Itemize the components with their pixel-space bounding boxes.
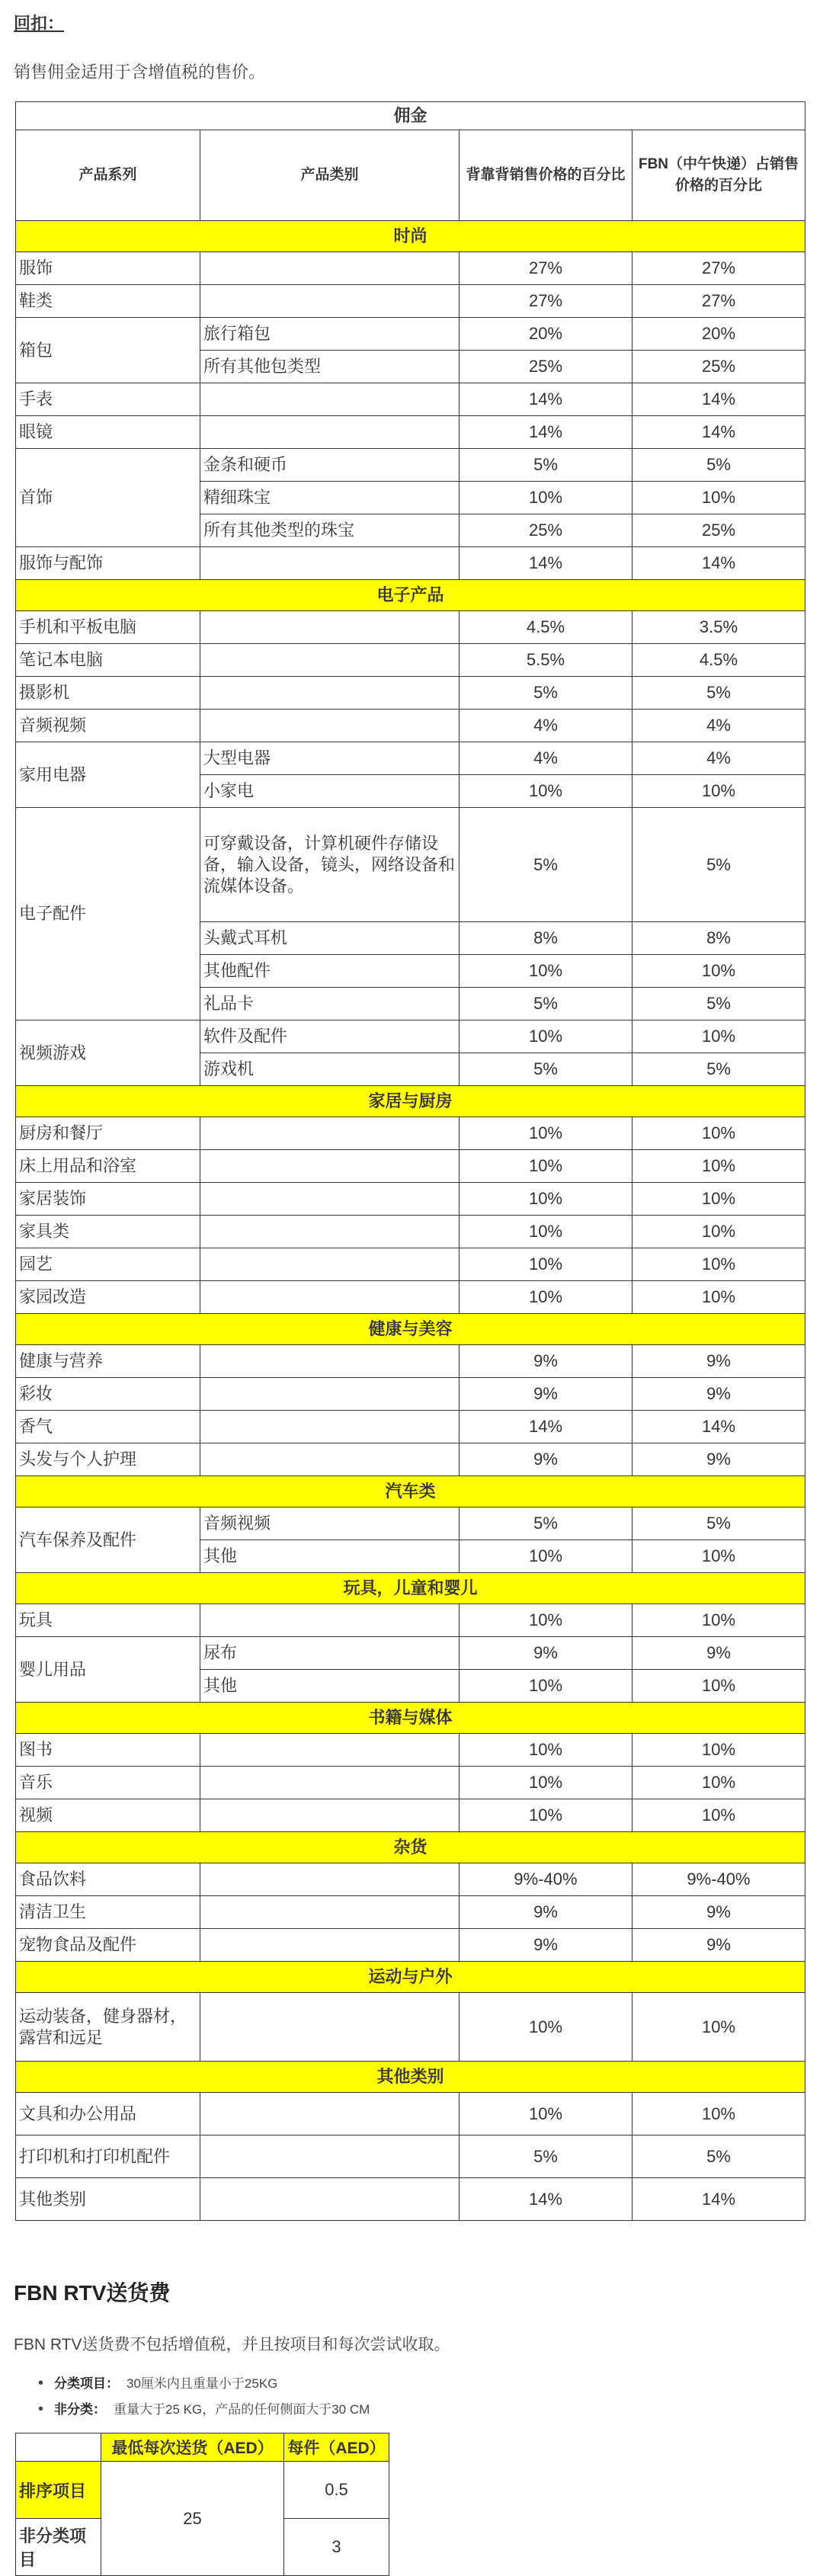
cell-category: 金条和硬币 (200, 449, 460, 482)
cell-category (200, 1117, 460, 1150)
cell-pct-fbn: 10% (632, 775, 805, 808)
cell-pct-back-to-back: 10% (460, 1799, 632, 1832)
fee-each-value: 0.5 (284, 2462, 389, 2519)
cell-pct-fbn: 5% (632, 677, 805, 710)
cell-series: 首饰 (16, 449, 200, 547)
rtv-fee-table (15, 2433, 389, 2576)
cell-pct-fbn: 8% (632, 922, 805, 955)
cell-pct-fbn: 4% (632, 710, 805, 742)
table-row (16, 1507, 805, 1540)
cell-pct-back-to-back: 9% (460, 1345, 632, 1378)
table-row (16, 1799, 805, 1832)
cell-pct-fbn: 10% (632, 1734, 805, 1767)
cell-category (200, 1993, 460, 2062)
fee-header-blank (16, 2433, 101, 2462)
cell-series: 电子配件 (16, 808, 200, 1020)
cell-pct-back-to-back: 10% (460, 1248, 632, 1281)
table-row (16, 318, 805, 351)
cell-pct-fbn: 9%-40% (632, 1863, 805, 1896)
cell-category: 大型电器 (200, 742, 460, 775)
list-item (38, 2396, 370, 2422)
cell-pct-fbn: 27% (632, 285, 805, 318)
table-row (16, 1117, 805, 1150)
cell-category (200, 2178, 460, 2221)
cell-pct-fbn: 10% (632, 482, 805, 514)
cell-pct-fbn: 5% (632, 449, 805, 482)
table-row (16, 808, 805, 922)
cell-pct-back-to-back: 25% (460, 514, 632, 547)
cell-pct-back-to-back: 9% (460, 1378, 632, 1411)
rtv-section-title: FBN RTV送货费 (14, 2281, 171, 2305)
cell-pct-back-to-back: 4% (460, 742, 632, 775)
cell-series: 厨房和餐厅 (16, 1117, 200, 1150)
cell-pct-back-to-back: 25% (460, 351, 632, 383)
cell-pct-back-to-back: 14% (460, 383, 632, 416)
cell-pct-fbn: 10% (632, 1150, 805, 1183)
cell-pct-fbn: 10% (632, 1604, 805, 1637)
cell-category (200, 1767, 460, 1799)
section-header: 运动与户外 (16, 1962, 805, 1993)
commission-table (15, 101, 805, 2221)
cell-pct-fbn: 10% (632, 1183, 805, 1216)
cell-series: 清洁卫生 (16, 1896, 200, 1929)
table-row (16, 285, 805, 318)
cell-series: 图书 (16, 1734, 200, 1767)
cell-pct-back-to-back: 10% (460, 2093, 632, 2135)
cell-pct-fbn: 10% (632, 1767, 805, 1799)
section-header: 电子产品 (16, 580, 805, 611)
cell-category (200, 1216, 460, 1248)
cell-pct-fbn: 10% (632, 1799, 805, 1832)
col-header-pct-back-to-back: 背靠背销售价格的百分比 (460, 130, 632, 221)
cell-category (200, 1929, 460, 1962)
table-row (16, 1929, 805, 1962)
cell-category: 可穿戴设备，计算机硬件存储设备，输入设备，镜头，网络设备和流媒体设备。 (200, 808, 460, 922)
cell-pct-fbn: 9% (632, 1443, 805, 1476)
cell-pct-back-to-back: 10% (460, 955, 632, 988)
fee-row-label: 排序项目 (16, 2462, 101, 2519)
section-header: 书籍与媒体 (16, 1703, 805, 1734)
cell-pct-back-to-back: 10% (460, 775, 632, 808)
col-header-category: 产品类别 (200, 130, 460, 221)
rtv-description: FBN RTV送货费不包括增值税，并且按项目和每次尝试收取。 (14, 2336, 450, 2353)
cell-pct-back-to-back: 9% (460, 1637, 632, 1670)
cell-pct-back-to-back: 5.5% (460, 644, 632, 677)
table-row (16, 1767, 805, 1799)
cell-pct-fbn: 9% (632, 1378, 805, 1411)
cell-pct-back-to-back: 10% (460, 1670, 632, 1703)
table-row (16, 1183, 805, 1216)
cell-pct-back-to-back: 27% (460, 285, 632, 318)
cell-pct-fbn: 25% (632, 351, 805, 383)
fee-header-each: 每件（AED） (284, 2433, 389, 2462)
cell-pct-fbn: 5% (632, 1053, 805, 1086)
cell-pct-fbn: 10% (632, 1117, 805, 1150)
cell-pct-back-to-back: 27% (460, 252, 632, 285)
table-row (16, 2135, 805, 2178)
cell-pct-back-to-back: 5% (460, 1507, 632, 1540)
bullet-label: 分类项目： (54, 2376, 120, 2391)
cell-pct-back-to-back: 10% (460, 1020, 632, 1053)
cell-pct-fbn: 4% (632, 742, 805, 775)
cell-series: 健康与营养 (16, 1345, 200, 1378)
col-header-series: 产品系列 (16, 130, 200, 221)
cell-series: 文具和办公用品 (16, 2093, 200, 2135)
cell-pct-fbn: 10% (632, 955, 805, 988)
table-row (16, 1020, 805, 1053)
cell-series: 手表 (16, 383, 200, 416)
table-row (16, 547, 805, 580)
cell-category (200, 252, 460, 285)
table-row (16, 611, 805, 644)
section-header: 时尚 (16, 221, 805, 252)
cell-series: 音频视频 (16, 710, 200, 742)
section-header: 其他类别 (16, 2062, 805, 2093)
cell-pct-fbn: 10% (632, 1670, 805, 1703)
cell-pct-back-to-back: 10% (460, 1540, 632, 1573)
table-row (16, 1993, 805, 2062)
cell-series: 视频 (16, 1799, 200, 1832)
cell-pct-back-to-back: 5% (460, 1053, 632, 1086)
commission-note: 销售佣金适用于含增值税的售价。 (14, 62, 266, 82)
cell-pct-fbn: 5% (632, 808, 805, 922)
cell-category (200, 1443, 460, 1476)
cell-series: 打印机和打印机配件 (16, 2135, 200, 2178)
table-row (16, 2178, 805, 2221)
section-header: 健康与美容 (16, 1314, 805, 1345)
cell-series: 服饰 (16, 252, 200, 285)
fee-row-label: 非分类项目 (16, 2519, 101, 2576)
cell-pct-back-to-back: 5% (460, 449, 632, 482)
cell-category: 其他 (200, 1540, 460, 1573)
cell-pct-back-to-back: 10% (460, 1993, 632, 2062)
table-row (16, 383, 805, 416)
table-row (16, 1216, 805, 1248)
cell-pct-fbn: 14% (632, 383, 805, 416)
table-row (16, 1150, 805, 1183)
cell-pct-back-to-back: 10% (460, 1734, 632, 1767)
cell-pct-fbn: 4.5% (632, 644, 805, 677)
cell-category (200, 2093, 460, 2135)
section-header: 家居与厨房 (16, 1086, 805, 1117)
section-header: 杂货 (16, 1832, 805, 1863)
fee-header-min: 最低每次送货（AED） (101, 2433, 284, 2462)
cell-category (200, 1734, 460, 1767)
cell-category (200, 1896, 460, 1929)
page-heading: 回扣： (14, 14, 65, 33)
cell-pct-back-to-back: 9% (460, 1443, 632, 1476)
cell-pct-back-to-back: 10% (460, 1150, 632, 1183)
cell-category: 小家电 (200, 775, 460, 808)
cell-category (200, 1604, 460, 1637)
cell-category (200, 1281, 460, 1314)
cell-pct-back-to-back: 20% (460, 318, 632, 351)
cell-pct-back-to-back: 9% (460, 1896, 632, 1929)
cell-pct-back-to-back: 5% (460, 808, 632, 922)
cell-series: 音乐 (16, 1767, 200, 1799)
cell-category (200, 1411, 460, 1443)
cell-series: 园艺 (16, 1248, 200, 1281)
bullet-label: 非分类： (54, 2402, 107, 2417)
cell-series: 婴儿用品 (16, 1637, 200, 1703)
cell-pct-back-to-back: 8% (460, 922, 632, 955)
cell-series: 笔记本电脑 (16, 644, 200, 677)
table-row (16, 2093, 805, 2135)
cell-pct-fbn: 10% (632, 1020, 805, 1053)
cell-pct-back-to-back: 4.5% (460, 611, 632, 644)
cell-category (200, 383, 460, 416)
cell-category: 游戏机 (200, 1053, 460, 1086)
cell-pct-back-to-back: 4% (460, 710, 632, 742)
cell-series: 家具类 (16, 1216, 200, 1248)
cell-pct-fbn: 10% (632, 1540, 805, 1573)
cell-pct-fbn: 14% (632, 416, 805, 449)
table-row (16, 1248, 805, 1281)
table-row (16, 416, 805, 449)
cell-pct-back-to-back: 10% (460, 1767, 632, 1799)
cell-pct-back-to-back: 10% (460, 1604, 632, 1637)
table-row (16, 710, 805, 742)
cell-pct-fbn: 9% (632, 1929, 805, 1962)
cell-category: 其他配件 (200, 955, 460, 988)
table-row (16, 1863, 805, 1896)
cell-category (200, 547, 460, 580)
cell-category (200, 1863, 460, 1896)
cell-pct-fbn: 14% (632, 1411, 805, 1443)
cell-category: 尿布 (200, 1637, 460, 1670)
cell-pct-back-to-back: 14% (460, 547, 632, 580)
cell-category: 礼品卡 (200, 988, 460, 1020)
cell-pct-fbn: 10% (632, 1248, 805, 1281)
cell-series: 食品饮料 (16, 1863, 200, 1896)
cell-category (200, 1799, 460, 1832)
table-row (16, 677, 805, 710)
cell-category (200, 611, 460, 644)
cell-pct-back-to-back: 14% (460, 1411, 632, 1443)
cell-pct-back-to-back: 5% (460, 2135, 632, 2178)
table-row (16, 1443, 805, 1476)
table-row (16, 644, 805, 677)
cell-pct-back-to-back: 14% (460, 2178, 632, 2221)
cell-series: 汽车保养及配件 (16, 1507, 200, 1573)
cell-pct-fbn: 3.5% (632, 611, 805, 644)
table-row (16, 742, 805, 775)
table-row (16, 1604, 805, 1637)
cell-series: 宠物食品及配件 (16, 1929, 200, 1962)
cell-series: 家园改造 (16, 1281, 200, 1314)
cell-category: 所有其他类型的珠宝 (200, 514, 460, 547)
cell-category: 精细珠宝 (200, 482, 460, 514)
cell-category (200, 1345, 460, 1378)
bullet-text: 30厘米内且重量小于25KG (126, 2376, 278, 2391)
cell-category (200, 285, 460, 318)
cell-pct-back-to-back: 9% (460, 1929, 632, 1962)
cell-pct-fbn: 5% (632, 2135, 805, 2178)
cell-series: 箱包 (16, 318, 200, 383)
cell-category (200, 2135, 460, 2178)
table-title: 佣金 (16, 102, 805, 130)
fee-min-value: 25 (101, 2462, 284, 2576)
cell-series: 床上用品和浴室 (16, 1150, 200, 1183)
cell-pct-back-to-back: 10% (460, 1117, 632, 1150)
cell-pct-fbn: 10% (632, 1216, 805, 1248)
table-row (16, 1734, 805, 1767)
cell-series: 眼镜 (16, 416, 200, 449)
table-row (16, 1411, 805, 1443)
section-header: 玩具，儿童和婴儿 (16, 1573, 805, 1604)
cell-pct-fbn: 9% (632, 1345, 805, 1378)
cell-pct-fbn: 27% (632, 252, 805, 285)
cell-pct-back-to-back: 14% (460, 416, 632, 449)
cell-series: 摄影机 (16, 677, 200, 710)
cell-category: 所有其他包类型 (200, 351, 460, 383)
section-header: 汽车类 (16, 1476, 805, 1507)
fee-each-value: 3 (284, 2519, 389, 2576)
cell-category (200, 1248, 460, 1281)
cell-pct-fbn: 14% (632, 547, 805, 580)
cell-pct-back-to-back: 10% (460, 482, 632, 514)
cell-pct-fbn: 20% (632, 318, 805, 351)
table-row (16, 1345, 805, 1378)
cell-category: 头戴式耳机 (200, 922, 460, 955)
cell-category (200, 1378, 460, 1411)
cell-category (200, 416, 460, 449)
cell-pct-fbn: 9% (632, 1637, 805, 1670)
cell-category (200, 677, 460, 710)
cell-pct-fbn: 10% (632, 1281, 805, 1314)
cell-series: 其他类别 (16, 2178, 200, 2221)
cell-series: 彩妆 (16, 1378, 200, 1411)
cell-category: 旅行箱包 (200, 318, 460, 351)
rtv-bullet-list (38, 2370, 370, 2422)
cell-category: 音频视频 (200, 1507, 460, 1540)
table-row (16, 1896, 805, 1929)
cell-series: 头发与个人护理 (16, 1443, 200, 1476)
cell-category: 其他 (200, 1670, 460, 1703)
cell-series: 鞋类 (16, 285, 200, 318)
cell-series: 家用电器 (16, 742, 200, 808)
cell-category (200, 1150, 460, 1183)
cell-pct-fbn: 5% (632, 1507, 805, 1540)
cell-category: 软件及配件 (200, 1020, 460, 1053)
cell-series: 手机和平板电脑 (16, 611, 200, 644)
cell-pct-fbn: 10% (632, 2093, 805, 2135)
cell-pct-back-to-back: 5% (460, 988, 632, 1020)
table-row (16, 1378, 805, 1411)
cell-pct-fbn: 5% (632, 988, 805, 1020)
cell-category (200, 644, 460, 677)
cell-category (200, 1183, 460, 1216)
cell-series: 视频游戏 (16, 1020, 200, 1086)
cell-series: 家居装饰 (16, 1183, 200, 1216)
table-row (16, 1281, 805, 1314)
table-row (16, 252, 805, 285)
cell-pct-back-to-back: 10% (460, 1216, 632, 1248)
bullet-text: 重量大于25 KG，产品的任何侧面大于30 CM (114, 2402, 370, 2417)
cell-pct-back-to-back: 9%-40% (460, 1863, 632, 1896)
table-row (16, 449, 805, 482)
cell-series: 玩具 (16, 1604, 200, 1637)
list-item (38, 2370, 370, 2396)
col-header-pct-fbn: FBN（中午快递）占销售价格的百分比 (632, 130, 805, 221)
cell-series: 香气 (16, 1411, 200, 1443)
cell-series: 服饰与配饰 (16, 547, 200, 580)
cell-pct-back-to-back: 10% (460, 1281, 632, 1314)
cell-pct-fbn: 10% (632, 1993, 805, 2062)
cell-pct-fbn: 25% (632, 514, 805, 547)
cell-pct-back-to-back: 10% (460, 1183, 632, 1216)
cell-pct-fbn: 9% (632, 1896, 805, 1929)
cell-series: 运动装备，健身器材，露营和远足 (16, 1993, 200, 2062)
table-row (16, 1637, 805, 1670)
cell-pct-back-to-back: 5% (460, 677, 632, 710)
cell-pct-fbn: 14% (632, 2178, 805, 2221)
cell-category (200, 710, 460, 742)
